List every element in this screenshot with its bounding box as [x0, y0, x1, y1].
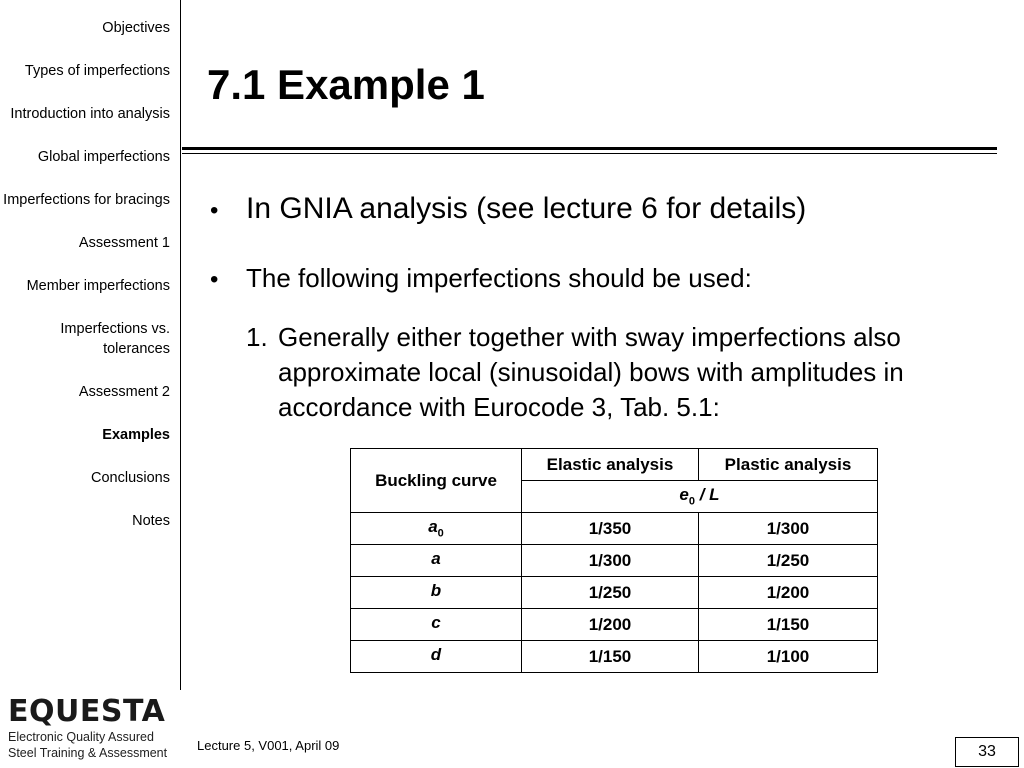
imperfection-table [350, 448, 878, 673]
bullet-text: In GNIA analysis (see lecture 6 for details) [246, 192, 807, 225]
table-row [351, 609, 878, 641]
sidebar-item-introduction-into-analysis[interactable]: Introduction into analysis [10, 106, 170, 122]
curve-letter: a [428, 517, 438, 537]
sidebar-nav [0, 0, 181, 690]
symbol-e: e [679, 485, 689, 505]
header-buckling-curve: Buckling curve [351, 449, 522, 513]
plastic-cell: 1/200 [699, 577, 878, 609]
sidebar-item-member-imperfections[interactable]: Member imperfections [26, 278, 170, 294]
plastic-cell: 1/100 [699, 641, 878, 673]
symbol-e-sub: 0 [688, 495, 696, 508]
sidebar-item-objectives[interactable]: Objectives [102, 20, 170, 36]
header-e0-over-l [522, 481, 878, 513]
sidebar-item-types-of-imperfections[interactable]: Types of imperfections [24, 63, 170, 79]
sidebar-item-conclusions[interactable]: Conclusions [91, 470, 170, 486]
curve-cell [351, 513, 522, 545]
curve-cell [351, 577, 522, 609]
plastic-cell: 1/250 [699, 545, 878, 577]
curve-letter: c [431, 613, 441, 633]
table-row [351, 545, 878, 577]
numbered-text: Generally either together with sway imperfections also approximate local (sinusoidal) bows with amplitudes in accordance with Eurocode 3, Tab. 5.1: [278, 322, 904, 422]
curve-cell [351, 545, 522, 577]
page-title: 7.1 Example 1 [207, 61, 485, 108]
plastic-cell: 1/300 [699, 513, 878, 545]
header-elastic-analysis: Elastic analysis [522, 449, 699, 481]
sidebar-item-examples[interactable]: Examples [102, 427, 170, 443]
footer-lecture-info: Lecture 5, V001, April 09 [197, 738, 340, 753]
bullet-imperfections [210, 263, 752, 294]
sidebar-item-notes[interactable]: Notes [132, 513, 170, 529]
elastic-cell: 1/300 [522, 545, 699, 577]
page-number: 33 [955, 737, 1019, 767]
number-marker: 1. [246, 322, 268, 352]
sidebar-item-assessment-2[interactable]: Assessment 2 [78, 384, 170, 400]
logo-wordmark: EQUESTA [8, 694, 166, 729]
sidebar-item-global-imperfections[interactable]: Global imperfections [37, 149, 170, 165]
sidebar-item-assessment-1[interactable]: Assessment 1 [78, 235, 170, 251]
title-divider-thin [182, 153, 997, 154]
bullet-dot-icon: • [210, 197, 219, 224]
symbol-over-l: / L [695, 485, 720, 505]
elastic-cell: 1/350 [522, 513, 699, 545]
bullet-dot-icon: • [210, 266, 219, 293]
table-row [351, 577, 878, 609]
table-row [351, 641, 878, 673]
sidebar-item-imperfections-vs-tolerances[interactable]: Imperfections vs. tolerances [60, 321, 170, 357]
bullet-gnia [210, 192, 806, 226]
curve-letter: d [430, 645, 442, 665]
elastic-cell: 1/250 [522, 577, 699, 609]
table-row [351, 513, 878, 545]
curve-subscript: 0 [437, 527, 444, 540]
table-header-row [351, 449, 878, 481]
curve-letter: b [430, 581, 442, 601]
curve-letter: a [431, 549, 441, 569]
logo-line-1: Electronic Quality Assured [8, 730, 154, 744]
numbered-item-1 [246, 320, 986, 425]
bullet-text: The following imperfections should be used: [246, 263, 752, 293]
elastic-cell: 1/150 [522, 641, 699, 673]
curve-cell [351, 609, 522, 641]
equesta-logo [8, 695, 180, 761]
header-plastic-analysis: Plastic analysis [699, 449, 878, 481]
nav-list [0, 18, 170, 554]
title-divider-thick [182, 147, 997, 150]
curve-cell [351, 641, 522, 673]
logo-line-2: Steel Training & Assessment [8, 746, 168, 760]
plastic-cell: 1/150 [699, 609, 878, 641]
sidebar-item-imperfections-for-bracings[interactable]: Imperfections for bracings [3, 192, 170, 208]
elastic-cell: 1/200 [522, 609, 699, 641]
